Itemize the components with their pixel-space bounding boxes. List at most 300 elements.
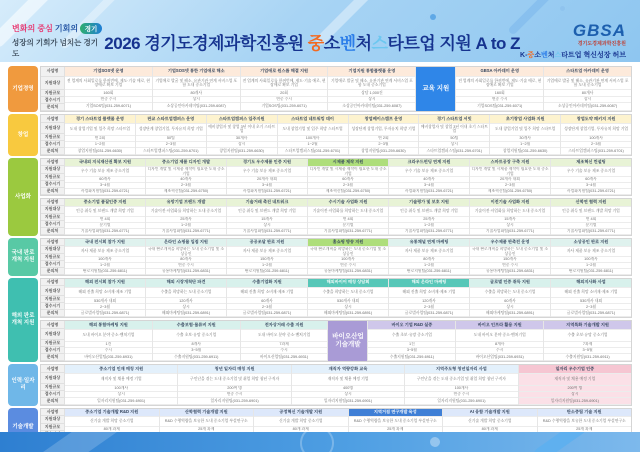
scale-cell: 60개사: [227, 298, 307, 304]
scale-cell: 1건: [368, 342, 455, 348]
contact-cell: 스타트업캠퍼스팀(031-259-6701): [419, 148, 489, 155]
program-name-cell: 판교 스타트업캠퍼스 운영: [136, 115, 206, 124]
footer-band: [0, 432, 640, 452]
program-name-cell: 기업SOS넷 통한 기업애로 해소: [153, 67, 240, 77]
row-label: 지원대상: [41, 246, 65, 254]
row-label: 접수시기: [41, 221, 65, 228]
category-label: 국내 판로개척 지원: [8, 238, 38, 276]
period-cell: 2~3월: [227, 304, 307, 310]
program-name-cell: 수출기업화 지원: [227, 279, 307, 288]
contact-cell: 스타트업캠퍼스팀(031-259-6701): [278, 148, 348, 155]
scale-cell: 연 4회: [308, 217, 388, 223]
target-cell: 예비창업자 및 창업 3년 이내 초기 스타트업: [207, 124, 277, 136]
scale-cell: 80개 과제: [254, 427, 348, 433]
program-group: [40, 66, 632, 112]
program-column: [146, 279, 227, 317]
row-label: 사업명: [41, 279, 65, 286]
scale-cell: 60개사: [470, 298, 550, 304]
program-column: [551, 279, 631, 317]
period-cell: 상시: [470, 304, 550, 310]
period-cell: 2~3월: [136, 142, 206, 148]
scale-cell: 7과제: [544, 342, 631, 348]
target-cell: 성장단계 창업기업, 투자유치 희망 기업: [136, 124, 206, 136]
row-label: 지원규모: [41, 340, 65, 347]
scale-cell: 530개사 내외: [551, 298, 631, 304]
row-label: 지원규모: [41, 296, 65, 303]
target-cell: 수출 초보·유망 중소기업: [368, 330, 455, 342]
program-name-cell: 해외 온라인 마케팅: [389, 279, 469, 288]
target-cell: 국내 판로개척을 희망하는 도내 중소기업 및 소상공인: [147, 247, 225, 256]
period-cell: 상시: [544, 97, 631, 104]
program-name-cell: 산학협력 기술개발 지원: [160, 409, 254, 417]
period-cell: 상시: [419, 142, 489, 148]
scale-cell: 20회: [241, 90, 328, 97]
row-label: 지원대상: [41, 416, 65, 424]
program-name-cell: 글로벌 인증 취득 지원: [470, 279, 550, 288]
program-column: [308, 279, 389, 317]
target-cell: 우수 기술 보유 제조 중소기업: [551, 167, 631, 177]
program-name-cell: 이전기술 사업화 지원: [470, 199, 550, 207]
program-name-cell: 경기 스타트업 서밋: [419, 115, 489, 124]
program-column: [207, 115, 278, 155]
program-column: [65, 239, 146, 275]
row-label: 접수시기: [41, 261, 65, 268]
contact-cell: 일자리지원팀(031-259-6901): [65, 398, 177, 405]
contact-cell: 소상공인아카데미팀(031-259-6087): [328, 103, 415, 111]
gbsa-logo-block: [520, 22, 640, 60]
program-column: [278, 115, 349, 155]
scale-cell: 80개사: [544, 90, 631, 97]
target-cell: 수출을 희망하는 도내 중소기업: [308, 288, 388, 299]
target-cell: R&D 수행역량을 보유한 도내 중소기업 부설연구소: [538, 417, 632, 427]
period-cell: 상시: [227, 223, 307, 229]
period-cell: 분기별: [308, 223, 388, 229]
program-column: [308, 199, 389, 235]
program-name-cell: 크라우드펀딩 연계 지원: [389, 159, 469, 167]
contact-cell: 일자리지원팀(031-259-6901): [519, 398, 631, 405]
contact-cell: 기술사업화팀(031-259-6771): [227, 229, 307, 235]
scale-cell: 60개사: [65, 177, 145, 183]
row-label-column: [41, 67, 65, 111]
program-name-cell: 초기창업 사업화 지원: [490, 115, 560, 124]
contact-cell: 소상공인아카데미팀(031-259-6087): [544, 103, 631, 111]
row-label: 지원대상: [41, 123, 65, 134]
program-name-cell: 소상공인 판로 지원: [551, 239, 631, 247]
scale-cell: 80개사: [146, 257, 226, 263]
period-cell: 연중 수시: [405, 392, 517, 398]
target-cell: 재직자 및 채용 예정 기업: [65, 374, 177, 386]
program-name-cell: 해외바이어 매칭 상담회: [308, 279, 388, 288]
gbsa-tagline: K-중소벤처스타트업 혁신성장 허브: [520, 52, 626, 59]
target-cell: 성장단계 창업기업, 투자유치 희망 기업: [561, 124, 631, 136]
scale-cell: 60개사: [308, 177, 388, 183]
row-label: 문의처: [41, 398, 65, 405]
target-cell: 기술이전·사업화를 희망하는 도내 중소기업: [470, 207, 550, 217]
target-cell: 인증 취득 및 브랜드 개발 희망 기업: [389, 207, 469, 217]
target-cell: 자사 제품 보유 제조 중소기업: [389, 247, 469, 257]
contact-cell: 해외마케팅팀(031-259-6891): [146, 310, 226, 317]
row-label: 문의처: [41, 148, 65, 155]
target-cell: 도내 창업기업 및 입주 희망 스타트업: [278, 124, 348, 136]
row-label: 문의처: [41, 104, 65, 111]
contact-cell: 판로지원팀(031-259-6811): [227, 269, 307, 275]
program-column: [456, 321, 544, 361]
program-column: [308, 239, 389, 275]
target-cell: 신기술 개발 희망 중소기업: [254, 417, 348, 427]
program-column: [544, 321, 631, 361]
program-name-cell: 기술거래 촉진 네트워크: [227, 199, 307, 207]
scale-cell: 80개 과제: [65, 427, 159, 433]
period-cell: 연중 수시: [65, 97, 152, 104]
program-column: [227, 199, 308, 235]
program-column: [389, 279, 470, 317]
period-cell: 2~3월: [308, 183, 388, 189]
row-label: 지원규모: [41, 174, 65, 181]
scale-cell: 40개사: [146, 177, 226, 183]
program-column: [227, 159, 308, 195]
contact-cell: 글로벌사업팀(031-259-6871): [227, 310, 307, 317]
target-cell: 해외 진출 희망 소비재·제조 기업: [551, 288, 631, 299]
scale-cell: 60개사: [551, 177, 631, 183]
program-name-cell: GBSA 아카데미 운영: [456, 67, 543, 77]
program-group: [40, 320, 632, 362]
target-cell: 신기술 개발 희망 중소기업: [443, 417, 537, 427]
contact-cell: 사업화지원팀(031-259-6721): [227, 189, 307, 195]
program-column: [419, 115, 490, 155]
program-column: [551, 159, 631, 195]
contact-cell: 기업SOS팀(031-259-6071): [241, 103, 328, 111]
decor-dot: [428, 435, 442, 449]
program-name-cell: 중소기업 인재 매칭 지원: [65, 365, 177, 374]
scale-cell: 80개 과제: [443, 427, 537, 433]
program-name-cell: 전자상거래 수출 지원: [241, 321, 328, 330]
program-column: [178, 365, 291, 405]
row-label: 지원규모: [41, 424, 65, 431]
scale-cell: 200여 명: [519, 386, 631, 392]
decor-dot: [560, 6, 565, 11]
scale-cell: 30개사: [490, 136, 560, 142]
period-cell: 분기별: [551, 223, 631, 229]
target-cell: 신기술 개발 희망 중소기업: [65, 417, 159, 427]
row-label-column: [41, 159, 65, 195]
period-cell: 1~2월: [227, 263, 307, 269]
row-label: 접수시기: [41, 347, 65, 354]
header-band: [0, 0, 640, 62]
program-name-cell: 유통채널 연계 마케팅: [389, 239, 469, 247]
row-label: 지원대상: [41, 329, 65, 340]
program-name-cell: 홈쇼핑 방송 지원: [308, 239, 388, 247]
target-cell: 수출 초보·유망 중소기업: [153, 330, 240, 342]
contact-cell: 바이오산업팀(031-259-6931): [456, 354, 543, 361]
scale-cell: 1건: [65, 342, 152, 348]
program-name-cell: 온라인 쇼핑몰 입점 지원: [146, 239, 226, 247]
period-cell: 상시: [308, 304, 388, 310]
program-name-cell: 해외 전시회 참가 지원: [65, 279, 145, 288]
target-cell: 도내 창업기업 및 입주 희망 스타트업: [490, 124, 560, 136]
scale-cell: 150개사: [227, 257, 307, 263]
scale-cell: 25개 과제: [349, 427, 443, 433]
row-label: 지원대상: [41, 206, 65, 214]
period-cell: 3~4월: [227, 183, 307, 189]
period-cell: 수시: [65, 348, 152, 354]
contact-cell: 사업화지원팀(031-259-6721): [551, 189, 631, 195]
program-group: [40, 158, 632, 196]
period-cell: 1~2월: [551, 263, 631, 269]
row-label-column: [41, 115, 65, 155]
contact-cell: 사업화지원팀(031-259-6721): [65, 189, 145, 195]
period-cell: 연중 수시: [178, 392, 290, 398]
period-cell: 수시: [456, 348, 543, 354]
row-label: 지원대상: [41, 77, 65, 90]
program-name-cell: 수시기술 사업화 지원: [308, 199, 388, 207]
scale-cell: 50팀: [136, 136, 206, 142]
scale-cell: 연 4회: [551, 217, 631, 223]
program-name-cell: 경기도 우수제품 인증 지원: [227, 159, 307, 167]
scale-cell: 160회: [456, 90, 543, 97]
gyeonggi-slogan-line2: 성장의 기회가 넘치는 경기도: [12, 38, 98, 58]
contact-cell: 기업SOS팀(031-259-6071): [456, 103, 543, 111]
target-cell: 국내 판로개척을 희망하는 도내 중소기업 및 소상공인: [309, 247, 387, 256]
program-column: [470, 279, 551, 317]
scale-cell: 연 2회: [349, 136, 419, 142]
contact-cell: 글로벌사업팀(031-259-6871): [389, 310, 469, 317]
contact-cell: 글로벌사업팀(031-259-6871): [551, 310, 631, 317]
program-name-cell: 기업SOS넷 운영: [65, 67, 152, 77]
program-column: [146, 239, 227, 275]
target-cell: 기업애로 발굴 및 해소, 유관기관 연계 서비스업 포함 도내 중소기업: [328, 77, 415, 90]
program-column: [389, 239, 470, 275]
scale-cell: 100개사: [65, 386, 177, 392]
program-group: [40, 278, 632, 318]
contact-cell: 일자리지원팀(031-259-6901): [405, 398, 517, 405]
program-column: [153, 321, 241, 361]
scale-cell: 100개사: [405, 386, 517, 392]
target-cell: 해외 진출 희망 소비재·제조 기업: [227, 288, 307, 299]
target-cell: 기술이전·사업화를 희망하는 도내 중소기업: [146, 207, 226, 217]
target-cell: 기업애로 발굴 및 해소, 유관기관 연계 서비스업 포함 도내 중소기업: [153, 77, 240, 90]
target-cell: 수출을 희망하는 도내 중소기업: [470, 288, 550, 299]
row-label: 지원대상: [41, 166, 65, 174]
period-cell: 연중 수시: [470, 263, 550, 269]
scale-cell: 연 4회: [65, 217, 145, 223]
scale-cell: 100개사: [308, 257, 388, 263]
contact-cell: 스타트업캠퍼스팀(031-259-6701): [136, 148, 206, 155]
program-name-cell: 스마트공장 구축 지원: [470, 159, 550, 167]
program-name-cell: 일자리 우수기업 인증: [519, 365, 631, 374]
contact-cell: 바이오산업팀(031-259-6931): [65, 354, 152, 361]
program-name-cell: 스타트업 아카데미 운영: [544, 67, 631, 77]
target-cell: 우수 기술 보유 제조 중소기업: [65, 167, 145, 177]
contact-cell: 글로벌사업팀(031-259-6871): [65, 310, 145, 317]
program-name-cell: 탄소중립 기술 지원: [538, 409, 632, 417]
contact-cell: 수출지원팀(031-259-6911): [544, 354, 631, 361]
program-name-cell: 공공조달 판로 지원: [227, 239, 307, 247]
program-column: [389, 199, 470, 235]
period-cell: 3~4월: [389, 183, 469, 189]
period-cell: 1~2월: [490, 142, 560, 148]
contact-cell: 일자리지원팀(031-259-6901): [178, 398, 290, 405]
program-column: [561, 115, 631, 155]
row-label: 접수시기: [41, 391, 65, 398]
program-name-cell: 우수제품 판촉전 운영: [470, 239, 550, 247]
section-label-cell: 교육 지원: [416, 67, 456, 111]
program-name-cell: 재직자 역량강화 교육: [292, 365, 404, 374]
target-cell: R&D 수행역량을 보유한 도내 중소기업 부설연구소: [349, 417, 443, 427]
contact-cell: 판로지원팀(031-259-6811): [65, 269, 145, 275]
target-cell: 자사 제품 보유 제조 중소기업: [551, 247, 631, 257]
contact-cell: 기술사업화팀(031-259-6771): [146, 229, 226, 235]
period-cell: 수시: [241, 348, 328, 354]
program-column: [456, 67, 544, 111]
decor-shape: [13, 432, 126, 452]
scale-cell: 8개사: [153, 342, 240, 348]
target-cell: 수출 초보·유망 중소기업: [544, 330, 631, 342]
program-group: [40, 198, 632, 236]
target-cell: 자사 제품 보유 제조 중소기업: [65, 247, 145, 257]
program-name-cell: 중소기업 기술개발 R&D 지원: [65, 409, 159, 417]
gyeonggi-logo: [0, 23, 104, 59]
period-cell: 2~3월: [349, 142, 419, 148]
period-cell: 연중 수시: [146, 263, 226, 269]
program-groups: [40, 66, 632, 448]
row-label: 문의처: [41, 188, 65, 195]
scale-cell: 120개사: [389, 298, 469, 304]
period-cell: 상시: [292, 392, 404, 398]
scale-cell: 100개사: [278, 136, 348, 142]
contact-cell: 해외마케팅팀(031-259-6891): [308, 310, 388, 317]
row-label-column: [41, 365, 65, 405]
program-column: [470, 239, 551, 275]
program-column: [405, 365, 518, 405]
program-name-cell: 기업애로 원스톱 해결 지원: [241, 67, 328, 77]
period-cell: 상시: [153, 97, 240, 104]
program-column: [65, 115, 136, 155]
scale-cell: 25개사: [389, 217, 469, 223]
scale-cell: 100개사: [551, 257, 631, 263]
target-cell: 도내 바이오 분야 중소·벤처기업: [241, 330, 328, 342]
period-cell: 상시: [65, 392, 177, 398]
scale-cell: 120개사: [146, 298, 226, 304]
program-column: [490, 115, 561, 155]
category-label: 해외 판로개척 지원: [8, 278, 38, 362]
contact-cell: 유통마케팅팀(031-259-6831): [308, 269, 388, 275]
contact-cell: 제조혁신팀(031-259-6750): [308, 189, 388, 195]
row-label: 접수시기: [41, 181, 65, 188]
target-cell: 도내 창업기업 및 입주 희망 스타트업: [65, 124, 135, 136]
row-label: 지원규모: [41, 254, 65, 261]
program-column: [470, 159, 551, 195]
period-cell: 2~3월: [551, 304, 631, 310]
program-name-cell: 중소기업 제품 디자인 개발: [146, 159, 226, 167]
row-label: 문의처: [41, 268, 65, 275]
program-name-cell: 기술평가 및 보호 지원: [389, 199, 469, 207]
contact-cell: 유통마케팅팀(031-259-6831): [470, 269, 550, 275]
gbsa-logo-subtext: 경기도경제과학진흥원: [577, 41, 626, 47]
program-column: [519, 365, 631, 405]
program-name-cell: 스타트업캠퍼스 입주지원: [207, 115, 277, 124]
contact-cell: 창업지원팀(031-259-6630): [490, 148, 560, 155]
row-label: 문의처: [41, 228, 65, 235]
row-label: 사업명: [41, 365, 65, 373]
contact-cell: 수출지원팀(031-259-6911): [153, 354, 240, 361]
program-name-cell: AI 융합 기술개발 지원: [443, 409, 537, 417]
scale-cell: 연 2회: [65, 136, 135, 142]
target-cell: 전 업계의 사회일로를 한꺼번에, 제도·기술 애로, 현장애로 확보 기업: [241, 77, 328, 90]
row-label: 사업명: [41, 115, 65, 123]
contact-cell: 스타트업캠퍼스팀(031-259-6701): [561, 148, 631, 155]
target-cell: 해외 진출 희망 소비재·제조 기업: [389, 288, 469, 299]
target-cell: 기업애로 발굴 및 해소, 유관기관 연계 서비스업 포함 도내 중소기업: [544, 77, 631, 90]
program-column: [292, 365, 405, 405]
row-label-column: [41, 199, 65, 235]
category-label: 인력·일자리: [8, 364, 38, 406]
target-cell: 인증 취득 및 브랜드 개발 희망 기업: [65, 207, 145, 217]
program-name-cell: 제조혁신 컨설팅: [551, 159, 631, 167]
program-column: [470, 199, 551, 235]
contact-cell: 사업화지원팀(031-259-6721): [389, 189, 469, 195]
period-cell: 3~5월: [153, 348, 240, 354]
row-label: 지원규모: [41, 384, 65, 391]
program-name-cell: 지역주도형 청년일자리 사업: [405, 365, 517, 374]
scale-cell: 25개 과제: [538, 427, 632, 433]
program-column: [65, 67, 153, 111]
scale-cell: 50팀: [419, 136, 489, 142]
contact-cell: 해외마케팅팀(031-259-6891): [470, 310, 550, 317]
period-cell: 연중 수시: [241, 97, 328, 104]
row-label: 사업명: [41, 199, 65, 206]
row-label-column: [41, 239, 65, 275]
section-label-cell: 바이오산업 기술개발: [328, 321, 368, 361]
scale-cell: 530개사 내외: [308, 298, 388, 304]
program-column: [65, 365, 178, 405]
program-name-cell: 해외지사화 사업: [551, 279, 631, 288]
scale-cell: 상담 1,000건: [328, 90, 415, 97]
scale-cell: 100개사: [65, 257, 145, 263]
program-column: [227, 239, 308, 275]
target-cell: 도내 바이오 분야 중소·벤처기업: [65, 330, 152, 342]
decor-shape: [531, 432, 588, 452]
period-cell: 2~3월: [470, 183, 550, 189]
period-cell: 연중 수시: [456, 97, 543, 104]
program-name-cell: 산학연 협력 지원: [551, 199, 631, 207]
row-label: 접수시기: [41, 97, 65, 104]
contact-cell: 바이오산업팀(031-259-6931): [241, 354, 328, 361]
program-column: [551, 199, 631, 235]
gbsa-logo: GBSA: [572, 21, 626, 40]
target-cell: 인증 취득 및 브랜드 개발 희망 기업: [227, 207, 307, 217]
program-column: [65, 279, 146, 317]
row-label: 지원대상: [41, 373, 65, 384]
program-name-cell: 기업지원 통합플랫폼 운영: [328, 67, 415, 77]
contact-cell: 유통마케팅팀(031-259-6831): [146, 269, 226, 275]
contact-cell: 기업SOS팀(031-259-6071): [65, 103, 152, 111]
period-cell: 3~5월: [544, 348, 631, 354]
row-label: 지원규모: [41, 214, 65, 221]
target-cell: 인증 취득 및 브랜드 개발 희망 기업: [551, 207, 631, 217]
target-cell: 우수 기술 보유 제조 중소기업: [389, 167, 469, 177]
gyeonggi-badge-icon: 경기: [80, 23, 102, 34]
program-column: [136, 115, 207, 155]
row-label: 문의처: [41, 310, 65, 317]
program-name-cell: 지역특화 기술개발 지원: [544, 321, 631, 330]
program-column: [368, 321, 456, 361]
program-name-cell: 시제품 제작 지원: [308, 159, 388, 167]
period-cell: 1~2월: [65, 263, 145, 269]
period-cell: 상시: [470, 223, 550, 229]
program-name-cell: 중소기업 품질인증 지원: [65, 199, 145, 207]
period-cell: 2~3월: [561, 142, 631, 148]
category-label: 창업: [8, 114, 38, 156]
